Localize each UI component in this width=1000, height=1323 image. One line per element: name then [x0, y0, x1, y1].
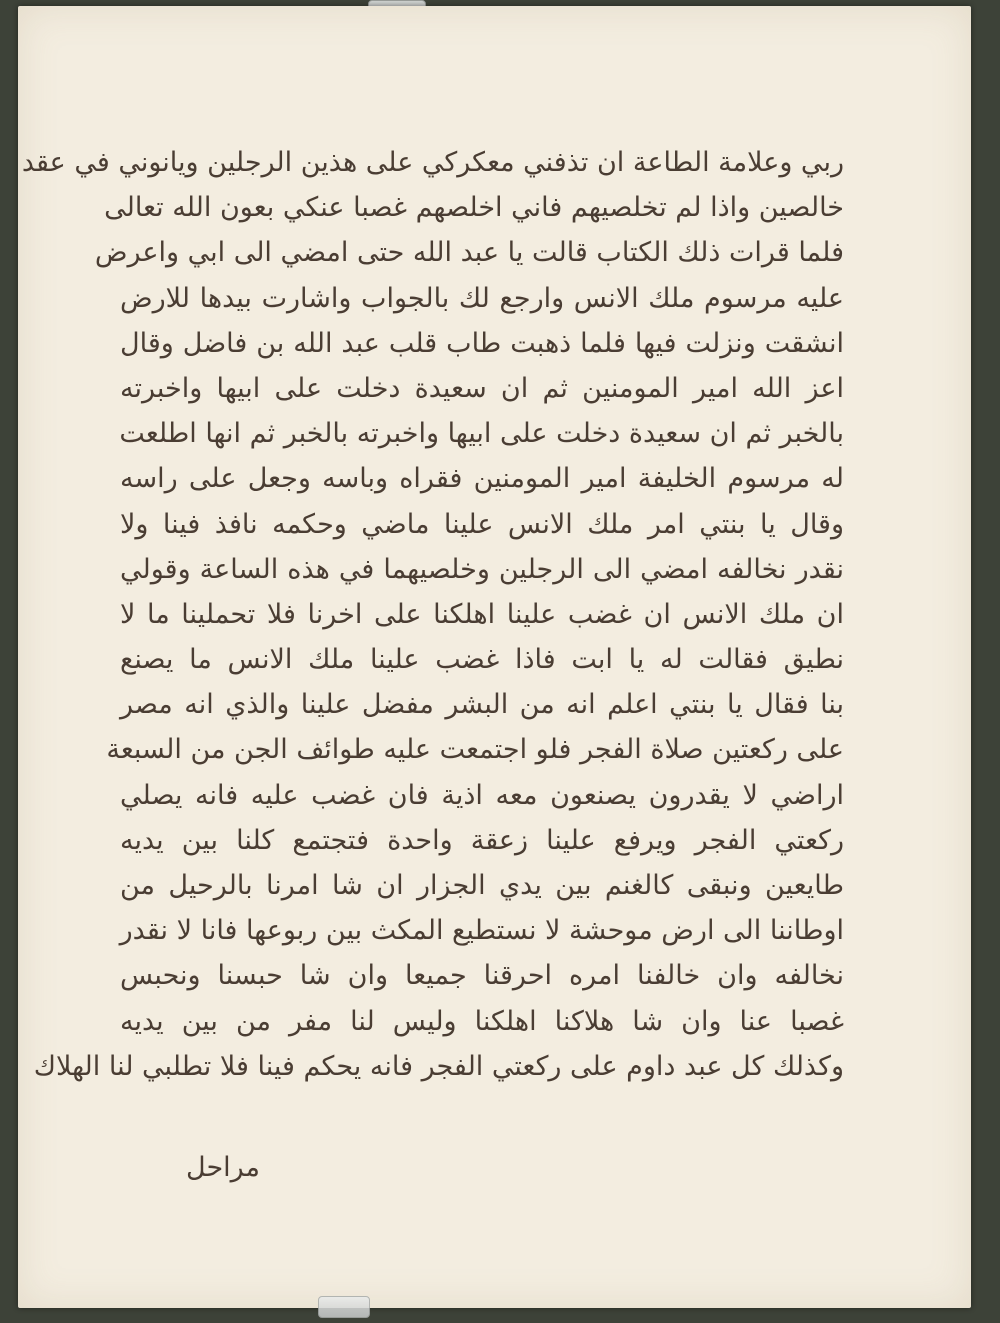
manuscript-line: ان ملك الانس ان غضب علينا اهلكنا على اخرنا فلا تحملينا ما لا: [120, 598, 844, 630]
bottom-paper-clip: [318, 1296, 370, 1318]
manuscript-line: اعز الله امير المومنين ثم ان سعيدة دخلت على ابيها واخبرته: [120, 372, 844, 404]
manuscript-line: نخالفه وان خالفنا امره احرقنا جميعا وان شا حبسنا ونحبس: [120, 960, 844, 992]
catchword: مراحل: [186, 1152, 260, 1183]
manuscript-line: نطيق فقالت له يا ابت فاذا غضب علينا ملك الانس ما يصنع: [120, 644, 844, 676]
manuscript-line: اراضي لا يقدرون يصنعون معه اذية فان غضب عليه فانه يصلي: [120, 779, 844, 811]
manuscript-line: نقدر نخالفه امضي الى الرجلين وخلصيهما في هذه الساعة وقولي: [120, 553, 844, 585]
manuscript-line: ركعتي الفجر ويرفع علينا زعقة واحدة فتجتمع كلنا بين يديه: [120, 824, 844, 856]
manuscript-line: وكذلك كل عبد داوم على ركعتي الفجر فانه يحكم فينا فلا تطلبي لنا الهلاك: [33, 1050, 844, 1082]
manuscript-line: خالصين واذا لم تخلصيهم فاني اخلصهم غصبا عنكي بعون الله تعالى: [104, 192, 844, 224]
manuscript-line: له مرسوم الخليفة امير المومنين فقراه وباسه وجعل على راسه: [120, 463, 844, 495]
manuscript-line: طايعين ونبقى كالغنم بين يدي الجزار ان شا امرنا بالرحيل من: [120, 870, 844, 901]
manuscript-line: بالخبر ثم ان سعيدة دخلت على ابيها واخبرته بالخبر ثم انها اطلعت: [119, 418, 844, 450]
manuscript-line: غصبا عنا وان شا هلاكنا اهلكنا وليس لنا مفر من بين يديه: [120, 1005, 844, 1037]
manuscript-line: انشقت ونزلت فيها فلما ذهبت طاب قلب عبد الله بن فاضل وقال: [120, 327, 844, 359]
manuscript-line: عليه مرسوم ملك الانس وارجع لك بالجواب واشارت بيدها للارض: [120, 282, 844, 314]
manuscript-text-block: [21, 140, 844, 1089]
manuscript-line: فلما قرات ذلك الكتاب قالت يا عبد الله حتى امضي الى ابي واعرض: [94, 237, 844, 269]
manuscript-line: بنا فقال يا بنتي اعلم انه من البشر مفضل علينا والذي انه مصر: [120, 689, 844, 721]
manuscript-line: وقال يا بنتي امر ملك الانس علينا ماضي وحكمه نافذ فينا ولا: [120, 508, 844, 540]
manuscript-line: على ركعتين صلاة الفجر فلو اجتمعت عليه طوائف الجن من السبعة: [106, 734, 844, 766]
manuscript-line: اوطاننا الى ارض موحشة لا نستطيع المكث بين ربوعها فانا لا نقدر: [119, 915, 844, 947]
manuscript-line: ربي وعلامة الطاعة ان تذفني معكركي على هذين الرجلين ويانوني في عقد: [21, 147, 844, 178]
